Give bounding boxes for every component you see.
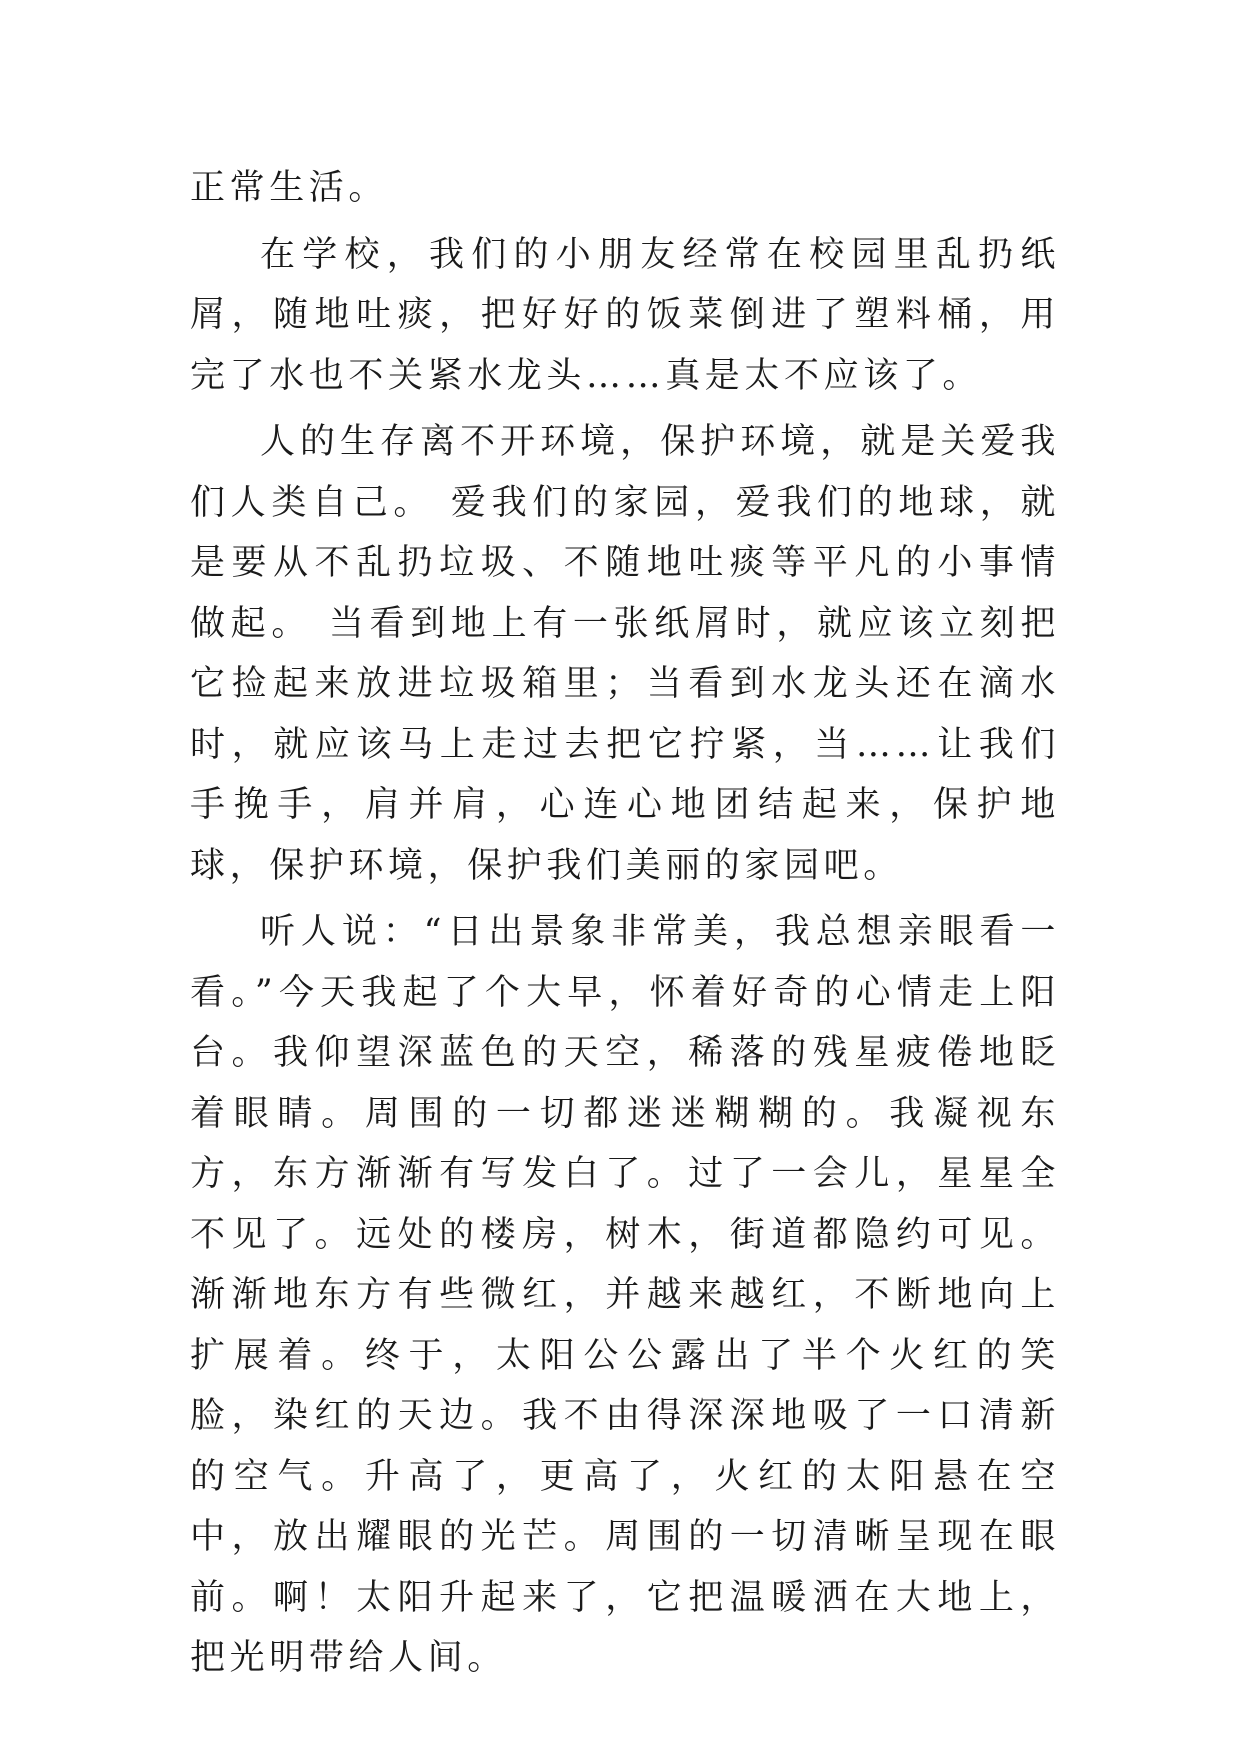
paragraph-sunrise: 听人说：“日出景象非常美，我总想亲眼看一看。”今天我起了个大早，怀着好奇的心情走上阳台。我仰望深蓝色的天空，稀落的残星疲倦地眨着眼睛。周围的一切都迷迷糊糊的。我凝视东方，东方渐渐有写发白了。过了一会儿，星星全不见了。远处的楼房，树木，街道都隐约可见。渐渐地东方有些微红，并越来越红，不断地向上扩展着。终于，太阳公公露出了半个火红的笑脸，染红的天边。我不由得深深地吸了一口清新的空气。升高了，更高了，火红的太阳悬在空中，放出耀眼的光芒。周围的一切清晰呈现在眼前。啊！太阳升起来了，它把温暖洒在大地上，把光明带给人间。	[190, 912, 1060, 1678]
paragraph-continuation: 正常生活。	[190, 168, 389, 208]
paragraph-environment: 人的生存离不开环境，保护环境，就是关爱我们人类自己。 爱我们的家园，爱我们的地球，就是要从不乱扔垃圾、不随地吐痰等平凡的小事情做起。 当看到地上有一张纸屑时，就应该立刻把它捡起来放进垃圾箱里；当看到水龙头还在滴水时，就应该马上走过去把它拧紧，当……让我们手挽手，肩并肩，心连心地团结起来，保护地球，保护环境，保护我们美丽的家园吧。	[190, 422, 1060, 886]
paragraph-school: 在学校，我们的小朋友经常在校园里乱扔纸屑，随地吐痰，把好好的饭菜倒进了塑料桶，用完了水也不关紧水龙头……真是太不应该了。	[190, 234, 1060, 396]
document-body	[190, 158, 1060, 1695]
